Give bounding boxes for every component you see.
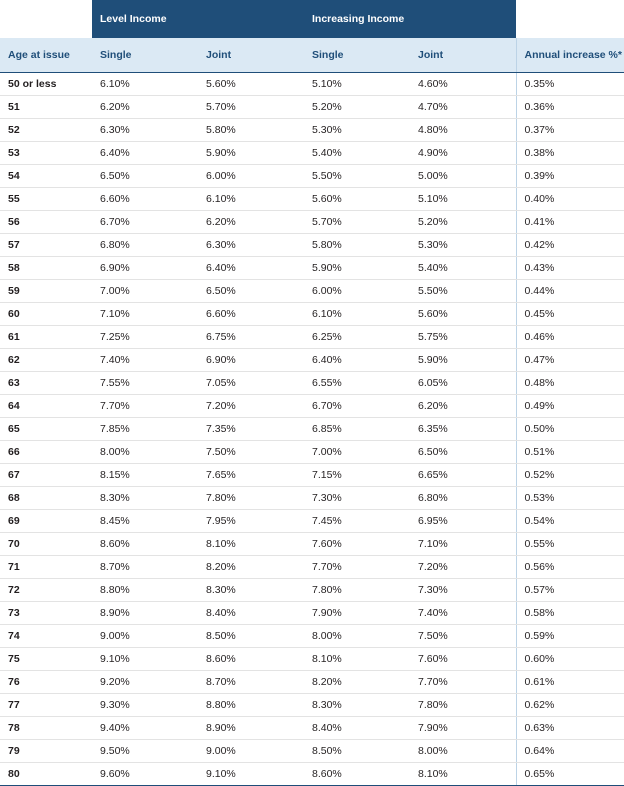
annual-increase-cell: 0.64% [516, 740, 624, 763]
group-header-spacer-right [516, 0, 624, 38]
annual-increase-cell: 0.50% [516, 418, 624, 441]
increasing-single-cell: 5.20% [304, 96, 410, 119]
level-joint-cell: 8.50% [198, 625, 304, 648]
increasing-joint-cell: 6.35% [410, 418, 516, 441]
level-joint-cell: 9.00% [198, 740, 304, 763]
level-joint-cell: 6.60% [198, 303, 304, 326]
increasing-single-cell: 8.00% [304, 625, 410, 648]
level-single-cell: 7.00% [92, 280, 198, 303]
annual-increase-cell: 0.53% [516, 487, 624, 510]
annual-increase-cell: 0.39% [516, 165, 624, 188]
increasing-joint-cell: 7.90% [410, 717, 516, 740]
table-row [0, 740, 624, 763]
age-at-issue-cell: 59 [0, 280, 92, 303]
age-at-issue-cell: 72 [0, 579, 92, 602]
annual-increase-cell: 0.57% [516, 579, 624, 602]
level-joint-cell: 7.50% [198, 441, 304, 464]
increasing-single-cell: 6.55% [304, 372, 410, 395]
increasing-single-cell: 8.40% [304, 717, 410, 740]
level-single-cell: 8.30% [92, 487, 198, 510]
level-joint-cell: 5.90% [198, 142, 304, 165]
increasing-joint-cell: 7.20% [410, 556, 516, 579]
increasing-joint-cell: 5.75% [410, 326, 516, 349]
age-at-issue-cell: 55 [0, 188, 92, 211]
level-single-cell: 7.10% [92, 303, 198, 326]
age-at-issue-cell: 75 [0, 648, 92, 671]
column-header-level-joint: Joint [198, 38, 304, 73]
column-header-row [0, 38, 624, 73]
annual-increase-cell: 0.37% [516, 119, 624, 142]
increasing-joint-cell: 7.50% [410, 625, 516, 648]
annual-increase-cell: 0.43% [516, 257, 624, 280]
increasing-joint-cell: 6.95% [410, 510, 516, 533]
increasing-single-cell: 6.10% [304, 303, 410, 326]
annual-increase-cell: 0.54% [516, 510, 624, 533]
level-single-cell: 9.50% [92, 740, 198, 763]
group-header-level-income: Level Income [92, 0, 304, 38]
increasing-joint-cell: 5.30% [410, 234, 516, 257]
annual-increase-cell: 0.46% [516, 326, 624, 349]
annual-increase-cell: 0.51% [516, 441, 624, 464]
level-joint-cell: 6.75% [198, 326, 304, 349]
annual-increase-cell: 0.55% [516, 533, 624, 556]
increasing-joint-cell: 5.90% [410, 349, 516, 372]
table-row [0, 671, 624, 694]
level-single-cell: 8.00% [92, 441, 198, 464]
increasing-joint-cell: 5.00% [410, 165, 516, 188]
annual-increase-cell: 0.42% [516, 234, 624, 257]
increasing-single-cell: 6.25% [304, 326, 410, 349]
increasing-single-cell: 5.40% [304, 142, 410, 165]
increasing-joint-cell: 7.80% [410, 694, 516, 717]
level-single-cell: 9.30% [92, 694, 198, 717]
table-row [0, 119, 624, 142]
level-joint-cell: 7.95% [198, 510, 304, 533]
level-joint-cell: 7.65% [198, 464, 304, 487]
increasing-single-cell: 8.60% [304, 763, 410, 786]
age-at-issue-cell: 52 [0, 119, 92, 142]
table-row [0, 464, 624, 487]
column-header-increasing-single: Single [304, 38, 410, 73]
table-row [0, 257, 624, 280]
increasing-joint-cell: 8.10% [410, 763, 516, 786]
age-at-issue-cell: 65 [0, 418, 92, 441]
level-joint-cell: 8.20% [198, 556, 304, 579]
annual-increase-cell: 0.62% [516, 694, 624, 717]
table-body [0, 73, 624, 786]
level-joint-cell: 6.10% [198, 188, 304, 211]
age-at-issue-cell: 70 [0, 533, 92, 556]
age-at-issue-cell: 53 [0, 142, 92, 165]
age-at-issue-cell: 57 [0, 234, 92, 257]
increasing-joint-cell: 5.60% [410, 303, 516, 326]
level-single-cell: 9.60% [92, 763, 198, 786]
increasing-joint-cell: 6.50% [410, 441, 516, 464]
increasing-single-cell: 5.50% [304, 165, 410, 188]
level-single-cell: 7.25% [92, 326, 198, 349]
level-joint-cell: 6.90% [198, 349, 304, 372]
level-single-cell: 6.80% [92, 234, 198, 257]
table-row [0, 96, 624, 119]
increasing-single-cell: 5.90% [304, 257, 410, 280]
table-row [0, 579, 624, 602]
increasing-single-cell: 7.00% [304, 441, 410, 464]
annual-increase-cell: 0.48% [516, 372, 624, 395]
increasing-joint-cell: 4.90% [410, 142, 516, 165]
level-single-cell: 6.40% [92, 142, 198, 165]
level-joint-cell: 5.70% [198, 96, 304, 119]
level-joint-cell: 5.80% [198, 119, 304, 142]
table-row [0, 441, 624, 464]
table-header [0, 0, 624, 73]
level-single-cell: 9.00% [92, 625, 198, 648]
increasing-single-cell: 5.80% [304, 234, 410, 257]
table-row [0, 349, 624, 372]
column-header-increasing-joint: Joint [410, 38, 516, 73]
level-single-cell: 7.40% [92, 349, 198, 372]
level-single-cell: 6.50% [92, 165, 198, 188]
increasing-single-cell: 7.90% [304, 602, 410, 625]
group-header-row [0, 0, 624, 38]
increasing-single-cell: 6.40% [304, 349, 410, 372]
age-at-issue-cell: 73 [0, 602, 92, 625]
increasing-joint-cell: 6.65% [410, 464, 516, 487]
increasing-joint-cell: 7.10% [410, 533, 516, 556]
increasing-single-cell: 7.80% [304, 579, 410, 602]
column-header-level-single: Single [92, 38, 198, 73]
annual-increase-cell: 0.35% [516, 73, 624, 96]
table-row [0, 73, 624, 96]
table-row [0, 763, 624, 786]
age-at-issue-cell: 67 [0, 464, 92, 487]
group-header-spacer-left [0, 0, 92, 38]
level-joint-cell: 7.05% [198, 372, 304, 395]
level-single-cell: 6.60% [92, 188, 198, 211]
annual-increase-cell: 0.58% [516, 602, 624, 625]
level-single-cell: 6.30% [92, 119, 198, 142]
table-row [0, 648, 624, 671]
table-row [0, 395, 624, 418]
level-joint-cell: 6.00% [198, 165, 304, 188]
level-single-cell: 8.15% [92, 464, 198, 487]
table-row [0, 533, 624, 556]
table-row [0, 326, 624, 349]
level-joint-cell: 8.60% [198, 648, 304, 671]
annual-increase-cell: 0.63% [516, 717, 624, 740]
age-at-issue-cell: 51 [0, 96, 92, 119]
table-row [0, 694, 624, 717]
increasing-joint-cell: 6.80% [410, 487, 516, 510]
increasing-single-cell: 6.85% [304, 418, 410, 441]
level-single-cell: 8.60% [92, 533, 198, 556]
age-at-issue-cell: 71 [0, 556, 92, 579]
column-header-age-at-issue: Age at issue [0, 38, 92, 73]
table-row [0, 211, 624, 234]
level-single-cell: 6.20% [92, 96, 198, 119]
increasing-joint-cell: 6.20% [410, 395, 516, 418]
column-header-annual-increase: Annual increase %* [516, 38, 624, 73]
increasing-joint-cell: 8.00% [410, 740, 516, 763]
level-single-cell: 8.80% [92, 579, 198, 602]
level-single-cell: 8.70% [92, 556, 198, 579]
table-row [0, 602, 624, 625]
level-joint-cell: 5.60% [198, 73, 304, 96]
age-at-issue-cell: 76 [0, 671, 92, 694]
table-row [0, 510, 624, 533]
level-joint-cell: 6.30% [198, 234, 304, 257]
level-single-cell: 9.40% [92, 717, 198, 740]
age-at-issue-cell: 66 [0, 441, 92, 464]
increasing-joint-cell: 4.80% [410, 119, 516, 142]
level-joint-cell: 8.90% [198, 717, 304, 740]
increasing-single-cell: 8.50% [304, 740, 410, 763]
increasing-single-cell: 8.30% [304, 694, 410, 717]
increasing-joint-cell: 5.40% [410, 257, 516, 280]
increasing-joint-cell: 4.60% [410, 73, 516, 96]
annual-increase-cell: 0.40% [516, 188, 624, 211]
level-single-cell: 7.85% [92, 418, 198, 441]
group-header-increasing-income: Increasing Income [304, 0, 516, 38]
increasing-joint-cell: 6.05% [410, 372, 516, 395]
table-row [0, 556, 624, 579]
table-row [0, 142, 624, 165]
age-at-issue-cell: 54 [0, 165, 92, 188]
increasing-single-cell: 5.70% [304, 211, 410, 234]
increasing-single-cell: 5.60% [304, 188, 410, 211]
increasing-single-cell: 7.45% [304, 510, 410, 533]
annual-increase-cell: 0.41% [516, 211, 624, 234]
increasing-single-cell: 7.30% [304, 487, 410, 510]
increasing-single-cell: 7.15% [304, 464, 410, 487]
annual-increase-cell: 0.65% [516, 763, 624, 786]
level-joint-cell: 8.30% [198, 579, 304, 602]
table-row [0, 234, 624, 257]
increasing-single-cell: 5.10% [304, 73, 410, 96]
level-joint-cell: 7.80% [198, 487, 304, 510]
increasing-joint-cell: 4.70% [410, 96, 516, 119]
increasing-joint-cell: 7.40% [410, 602, 516, 625]
age-at-issue-cell: 78 [0, 717, 92, 740]
annual-increase-cell: 0.59% [516, 625, 624, 648]
annual-increase-cell: 0.49% [516, 395, 624, 418]
table-row [0, 487, 624, 510]
age-at-issue-cell: 50 or less [0, 73, 92, 96]
increasing-single-cell: 6.70% [304, 395, 410, 418]
annual-increase-cell: 0.38% [516, 142, 624, 165]
increasing-single-cell: 7.70% [304, 556, 410, 579]
increasing-single-cell: 7.60% [304, 533, 410, 556]
annual-increase-cell: 0.60% [516, 648, 624, 671]
age-at-issue-cell: 79 [0, 740, 92, 763]
level-single-cell: 6.90% [92, 257, 198, 280]
age-at-issue-cell: 62 [0, 349, 92, 372]
age-at-issue-cell: 74 [0, 625, 92, 648]
table-row [0, 280, 624, 303]
annual-increase-cell: 0.47% [516, 349, 624, 372]
level-single-cell: 9.20% [92, 671, 198, 694]
age-at-issue-cell: 69 [0, 510, 92, 533]
increasing-joint-cell: 7.30% [410, 579, 516, 602]
level-joint-cell: 8.80% [198, 694, 304, 717]
level-joint-cell: 7.20% [198, 395, 304, 418]
age-at-issue-cell: 80 [0, 763, 92, 786]
age-at-issue-cell: 77 [0, 694, 92, 717]
age-at-issue-cell: 58 [0, 257, 92, 280]
level-single-cell: 8.90% [92, 602, 198, 625]
level-joint-cell: 8.70% [198, 671, 304, 694]
age-at-issue-cell: 60 [0, 303, 92, 326]
level-joint-cell: 6.20% [198, 211, 304, 234]
level-single-cell: 7.55% [92, 372, 198, 395]
level-single-cell: 9.10% [92, 648, 198, 671]
level-joint-cell: 6.50% [198, 280, 304, 303]
table-row [0, 625, 624, 648]
increasing-joint-cell: 5.50% [410, 280, 516, 303]
table-row [0, 372, 624, 395]
age-at-issue-cell: 56 [0, 211, 92, 234]
level-joint-cell: 8.40% [198, 602, 304, 625]
increasing-joint-cell: 5.20% [410, 211, 516, 234]
level-joint-cell: 8.10% [198, 533, 304, 556]
annual-increase-cell: 0.61% [516, 671, 624, 694]
increasing-single-cell: 8.10% [304, 648, 410, 671]
level-single-cell: 7.70% [92, 395, 198, 418]
table-row [0, 165, 624, 188]
table-row [0, 717, 624, 740]
age-at-issue-cell: 64 [0, 395, 92, 418]
table-row [0, 418, 624, 441]
level-single-cell: 8.45% [92, 510, 198, 533]
age-at-issue-cell: 68 [0, 487, 92, 510]
increasing-joint-cell: 5.10% [410, 188, 516, 211]
table-row [0, 303, 624, 326]
annual-increase-cell: 0.36% [516, 96, 624, 119]
annual-increase-cell: 0.52% [516, 464, 624, 487]
level-single-cell: 6.70% [92, 211, 198, 234]
age-at-issue-cell: 63 [0, 372, 92, 395]
increasing-single-cell: 6.00% [304, 280, 410, 303]
increasing-single-cell: 5.30% [304, 119, 410, 142]
annual-increase-cell: 0.45% [516, 303, 624, 326]
level-joint-cell: 7.35% [198, 418, 304, 441]
increasing-joint-cell: 7.60% [410, 648, 516, 671]
level-joint-cell: 6.40% [198, 257, 304, 280]
increasing-single-cell: 8.20% [304, 671, 410, 694]
increasing-joint-cell: 7.70% [410, 671, 516, 694]
annual-increase-cell: 0.44% [516, 280, 624, 303]
level-joint-cell: 9.10% [198, 763, 304, 786]
level-single-cell: 6.10% [92, 73, 198, 96]
age-at-issue-cell: 61 [0, 326, 92, 349]
table-row [0, 188, 624, 211]
annual-increase-cell: 0.56% [516, 556, 624, 579]
